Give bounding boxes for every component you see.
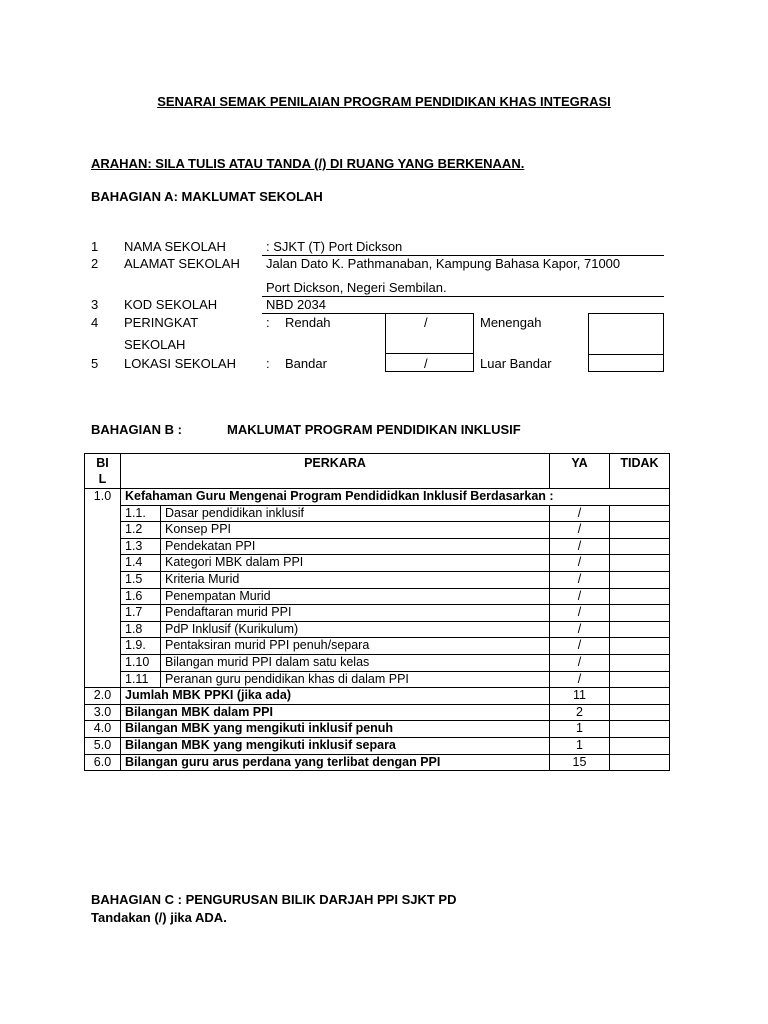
tidak-cell[interactable]: [610, 671, 670, 688]
ya-mark[interactable]: /: [550, 588, 610, 605]
option-label: Menengah: [480, 315, 542, 330]
row-number: 1: [91, 239, 99, 254]
tidak-cell[interactable]: [610, 505, 670, 522]
section-c-heading: BAHAGIAN C : PENGURUSAN BILIK DARJAH PPI SJKT PD: [91, 892, 457, 907]
row-number: 3: [91, 297, 99, 312]
item-number: 1.8: [121, 621, 161, 638]
school-code-value: NBD 2034: [266, 297, 326, 312]
section-a-heading: BAHAGIAN A: MAKLUMAT SEKOLAH: [91, 189, 323, 204]
row-number: 3.0: [85, 704, 121, 721]
item-text: Dasar pendidikan inklusif: [161, 505, 550, 522]
empty-cell: [85, 571, 121, 588]
row-number: 2: [91, 256, 99, 271]
ya-value[interactable]: 15: [550, 754, 610, 771]
tidak-cell[interactable]: [610, 721, 670, 738]
item-number: 1.11: [121, 671, 161, 688]
item-number: 1.9.: [121, 638, 161, 655]
item-number: 1.7: [121, 605, 161, 622]
checkbox-bandar[interactable]: [385, 353, 474, 372]
ya-mark[interactable]: /: [550, 638, 610, 655]
colon: :: [266, 356, 270, 371]
item-text: Bilangan murid PPI dalam satu kelas: [161, 654, 550, 671]
tidak-cell[interactable]: [610, 555, 670, 572]
empty-cell: [85, 638, 121, 655]
row-number: 2.0: [85, 688, 121, 705]
tidak-cell[interactable]: [610, 638, 670, 655]
item-text: Pendaftaran murid PPI: [161, 605, 550, 622]
item-text: Kriteria Murid: [161, 571, 550, 588]
field-label: NAMA SEKOLAH: [124, 239, 226, 254]
item-number: 1.1.: [121, 505, 161, 522]
tidak-cell[interactable]: [610, 621, 670, 638]
tidak-cell[interactable]: [610, 588, 670, 605]
column-header-tidak: TIDAK: [610, 454, 670, 489]
ya-mark[interactable]: /: [550, 505, 610, 522]
ya-mark[interactable]: /: [550, 571, 610, 588]
ya-value[interactable]: 1: [550, 721, 610, 738]
row-text: Bilangan MBK dalam PPI: [121, 704, 550, 721]
ya-mark[interactable]: /: [550, 522, 610, 539]
item-number: 1.4: [121, 555, 161, 572]
option-mark: /: [424, 356, 428, 371]
ya-value[interactable]: 2: [550, 704, 610, 721]
section-b-heading-label: BAHAGIAN B :: [91, 422, 182, 437]
item-text: Konsep PPI: [161, 522, 550, 539]
tidak-cell[interactable]: [610, 522, 670, 539]
checkbox-rendah[interactable]: [385, 313, 474, 354]
ya-mark[interactable]: /: [550, 621, 610, 638]
item-text: Pendekatan PPI: [161, 538, 550, 555]
item-text: Kategori MBK dalam PPI: [161, 555, 550, 572]
instruction-heading: ARAHAN: SILA TULIS ATAU TANDA (/) DI RUANG YANG BERKENAAN.: [91, 156, 525, 171]
ya-mark[interactable]: /: [550, 671, 610, 688]
empty-cell: [85, 555, 121, 572]
section-c-instruction: Tandakan (/) jika ADA.: [91, 910, 227, 925]
address-line-2: Port Dickson, Negeri Sembilan.: [266, 280, 447, 295]
option-mark: /: [424, 315, 428, 330]
item-number: 1.6: [121, 588, 161, 605]
column-header-perkara: PERKARA: [121, 454, 550, 489]
document-title: SENARAI SEMAK PENILAIAN PROGRAM PENDIDIKAN KHAS INTEGRASI: [157, 94, 611, 109]
tidak-cell[interactable]: [610, 688, 670, 705]
row-text: Bilangan guru arus perdana yang terlibat dengan PPI: [121, 754, 550, 771]
option-label: Rendah: [285, 315, 331, 330]
group-number: 1.0: [85, 489, 121, 506]
item-text: PdP Inklusif (Kurikulum): [161, 621, 550, 638]
ya-mark[interactable]: /: [550, 654, 610, 671]
row-text: Bilangan MBK yang mengikuti inklusif penuh: [121, 721, 550, 738]
empty-cell: [85, 522, 121, 539]
item-text: Pentaksiran murid PPI penuh/separa: [161, 638, 550, 655]
ya-mark[interactable]: /: [550, 538, 610, 555]
item-text: Penempatan Murid: [161, 588, 550, 605]
tidak-cell[interactable]: [610, 704, 670, 721]
column-header-bil: BIL: [85, 454, 121, 489]
ya-value[interactable]: 11: [550, 688, 610, 705]
option-label: Bandar: [285, 356, 327, 371]
column-header-ya: YA: [550, 454, 610, 489]
tidak-cell[interactable]: [610, 571, 670, 588]
tidak-cell[interactable]: [610, 754, 670, 771]
inclusive-program-table: [84, 453, 670, 771]
field-label-cont: SEKOLAH: [124, 337, 186, 352]
row-text: Jumlah MBK PPKI (jika ada): [121, 688, 550, 705]
section-b-heading-title: MAKLUMAT PROGRAM PENDIDIKAN INKLUSIF: [227, 422, 521, 437]
checkbox-menengah[interactable]: [588, 313, 664, 355]
row-number: 5.0: [85, 737, 121, 754]
colon: :: [266, 315, 270, 330]
ya-value[interactable]: 1: [550, 737, 610, 754]
tidak-cell[interactable]: [610, 538, 670, 555]
empty-cell: [85, 505, 121, 522]
field-label: PERINGKAT: [124, 315, 199, 330]
empty-cell: [85, 621, 121, 638]
tidak-cell[interactable]: [610, 654, 670, 671]
field-label: KOD SEKOLAH: [124, 297, 218, 312]
tidak-cell[interactable]: [610, 737, 670, 754]
empty-cell: [85, 654, 121, 671]
empty-cell: [85, 671, 121, 688]
row-text: Bilangan MBK yang mengikuti inklusif separa: [121, 737, 550, 754]
item-number: 1.10: [121, 654, 161, 671]
field-label: LOKASI SEKOLAH: [124, 356, 236, 371]
school-name-value: : SJKT (T) Port Dickson: [266, 239, 403, 254]
checkbox-luar-bandar[interactable]: [588, 354, 664, 372]
ya-mark[interactable]: /: [550, 555, 610, 572]
empty-cell: [85, 588, 121, 605]
ya-mark[interactable]: /: [550, 605, 610, 622]
field-label: ALAMAT SEKOLAH: [124, 256, 240, 271]
row-number: 5: [91, 356, 99, 371]
item-number: 1.2: [121, 522, 161, 539]
empty-cell: [85, 605, 121, 622]
option-label: Luar Bandar: [480, 356, 552, 371]
group-title: Kefahaman Guru Mengenai Program Pendididkan Inklusif Berdasarkan :: [121, 489, 670, 506]
address-line-1: Jalan Dato K. Pathmanaban, Kampung Bahasa Kapor, 71000: [266, 256, 621, 271]
row-number: 4: [91, 315, 99, 330]
item-number: 1.5: [121, 571, 161, 588]
row-number: 4.0: [85, 721, 121, 738]
empty-cell: [85, 538, 121, 555]
item-text: Peranan guru pendidikan khas di dalam PPI: [161, 671, 550, 688]
tidak-cell[interactable]: [610, 605, 670, 622]
item-number: 1.3: [121, 538, 161, 555]
row-number: 6.0: [85, 754, 121, 771]
